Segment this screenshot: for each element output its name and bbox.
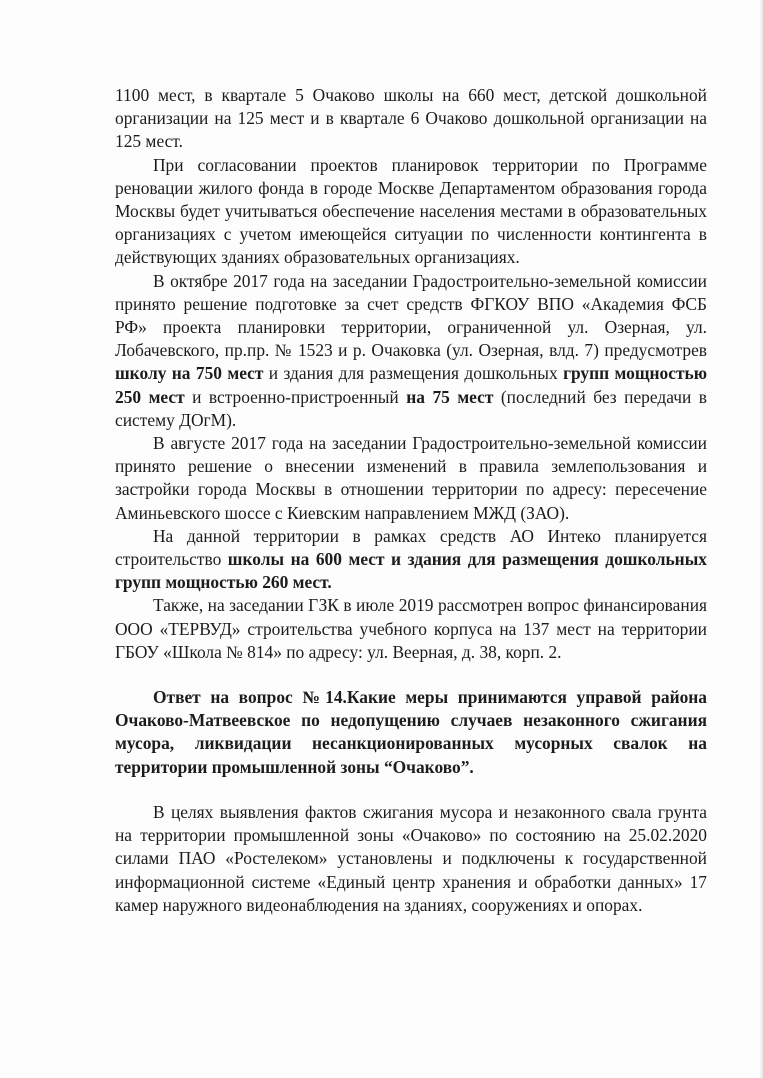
paragraph-7: В целях выявления фактов сжигания мусора и незаконного свала грунта на территории промышленной зоны «Очаково» по состоянию на 25.02.2020 силами ПАО «Ростелеком» установлены и подключены к государственной информационной системе «Единый центр хранения и обработки данных» 17 камер наружного видеонаблюдения на зданиях, сооружениях и опорах. [115,801,707,915]
paragraph-5 [115,525,707,595]
paragraph-3-bold-3: на 75 мест [406,386,494,407]
paragraph-2: При согласовании проектов планировок территории по Программе реновации жилого фонда в городе Москве Департаментом образования города Москвы будет учитываться обеспечение населения местами в образовательных организациях с учетом имеющейся ситуации по численности контингента в действующих зданиях образовательных организациях. [115,154,707,268]
paragraph-3-text-4: (последний без передачи в систему ДОгМ). [115,386,707,430]
paragraph-3-bold-1: школу на 750 мест [115,363,264,384]
scan-edge [759,0,763,1078]
paragraph-4: В августе 2017 года на заседании Градостроительно-земельной комиссии принято решение о внесении изменений в правила землепользования и застройки города Москвы в отношении территории по адресу: пересечение Аминьевского шоссе с Киевским направлением МЖД (ЗАО). [115,433,707,523]
paragraph-3-bold-2: групп мощностью 250 мест [115,363,707,407]
question-14-heading: Ответ на вопрос №14.Какие меры принимаются управой района Очаково-Матвеевское по недопущению случаев незаконного сжигания мусора, ликвидации несанкционированных мусорных свалок на территории промышленной зоны “Очаково”. [115,687,707,777]
paragraph-6: Также, на заседании ГЗК в июле 2019 рассмотрен вопрос финансирования ООО «ТЕРВУД» строительства учебного корпуса на 137 мест на территории ГБОУ «Школа № 814» по адресу: ул. Веерная, д. 38, корп. 2. [115,595,707,662]
document-body [115,84,707,917]
paragraph-3 [115,270,707,432]
paragraph-1: 1100 мест, в квартале 5 Очаково школы на 660 мест, детской дошкольной организации на 125 мест и в квартале 6 Очаково дошкольной организации на 125 мест. [115,85,707,152]
paragraph-3-text-1: В октябре 2017 года на заседании Градостроительно-земельной комиссии принято решение подготовке за счет средств ФГКОУ ВПО «Академия ФСБ РФ» проекта планировки территории, ограниченной ул. Озерная, ул. Лобачевского, пр.пр. № 1523 и р. Очаковка (ул. Озерная, влд. 7) предусмотрев [115,270,707,361]
paragraph-3-text-3: и встроенно-пристроенный [184,386,407,407]
paragraph-5-text-1: На данной территории в рамках средств АО Интеко планируется строительство [115,525,707,570]
paragraph-5-bold-1: школы на 600 мест и здания для размещения дошкольных групп мощностью 260 мест. [115,549,707,593]
paragraph-3-text-2: и здания для размещения дошкольных [263,363,564,384]
